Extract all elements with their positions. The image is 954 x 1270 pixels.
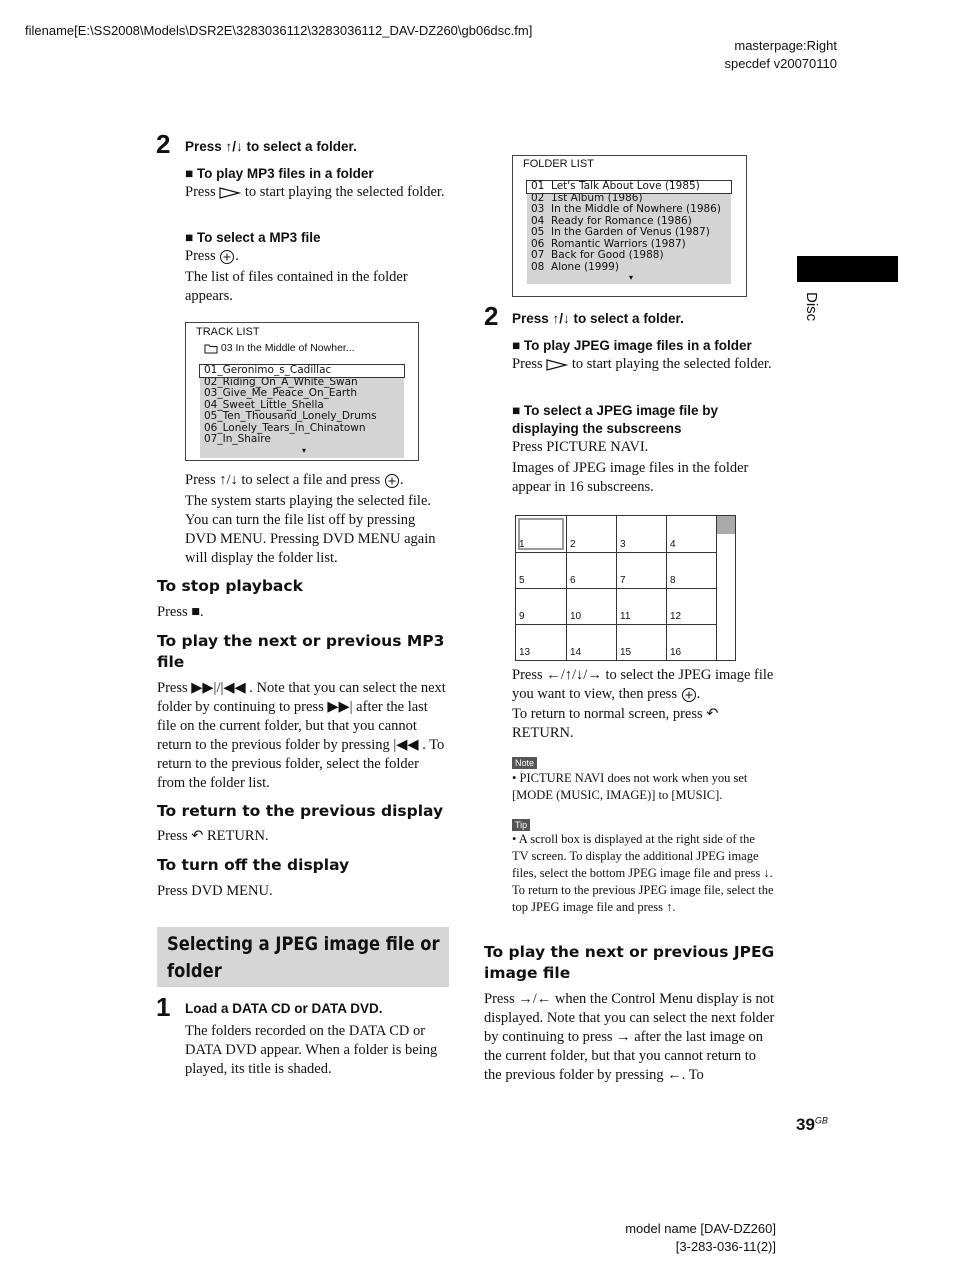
paragraph-return: Press ↶ RETURN. (157, 828, 269, 844)
folder-list-screen (512, 155, 747, 297)
enter-button-icon (681, 687, 697, 703)
step-text: Press ↑/↓ to select a folder. (512, 311, 684, 326)
heading-next-jpeg: To play the next or previous JPEG image file (484, 943, 775, 982)
paragraph-load-disc: The folders recorded on the DATA CD or DATA DVD appear. When a folder is being played, its title is shaded. (185, 1023, 438, 1077)
track-list-screen (185, 322, 419, 461)
play-icon (219, 187, 241, 199)
enter-button-icon (384, 473, 400, 489)
track-item[interactable]: 04_Sweet_Little_Shella (204, 398, 324, 411)
note-badge: Note (512, 757, 537, 769)
footer-code: [3-283-036-11(2)] (675, 1239, 776, 1254)
masterpage-label: masterpage:Right (734, 38, 837, 53)
heading-stop-playback: To stop playback (157, 577, 303, 595)
page-suffix: GB (814, 1115, 828, 1126)
subscreen-cell[interactable]: 14 (567, 625, 617, 660)
folder-item[interactable]: 06 Romantic Warriors (1987) (531, 237, 686, 250)
track-item[interactable]: 02_Riding_On_A_White_Swan (204, 375, 358, 388)
subscreen-cell[interactable]: 3 (617, 516, 667, 553)
paragraph-select-file: Press ↑/↓ to select a file and press . (185, 472, 404, 488)
subheading-jpeg-folder: ■ To play JPEG image files in a folder (512, 338, 752, 353)
side-tab-bar (797, 256, 898, 282)
heading-return: To return to the previous display (157, 802, 444, 820)
track-item[interactable]: 07_In_Shaire (204, 433, 271, 445)
paragraph-file-list: The list of files contained in the folder appears. (185, 269, 408, 304)
subheading-mp3-file: ■ To select a MP3 file (185, 230, 321, 245)
folder-item[interactable]: 03 In the Middle of Nowhere (1986) (531, 203, 721, 215)
step-text: Press ↑/↓ to select a folder. (185, 139, 357, 154)
page-number: $39^{GB}$ (796, 1115, 828, 1134)
subscreen-cell[interactable]: 5 (516, 553, 567, 589)
enter-button-icon (219, 249, 235, 265)
paragraph-picture-navi: Press PICTURE NAVI. (512, 439, 649, 455)
current-folder: 03 In the Middle of Nowher... (204, 342, 355, 354)
subscreen-cell[interactable]: 11 (617, 589, 667, 625)
folder-item[interactable]: 08 Alone (1999) (531, 260, 619, 273)
scrollbar-track[interactable] (717, 516, 735, 660)
scroll-down-arrow: ▾ (628, 273, 633, 282)
paragraph-select-jpeg: Press ←/↑/↓/→ to select the JPEG image file you want to view, then press . (512, 667, 774, 702)
subscreen-grid (515, 515, 736, 661)
paragraph-jpeg-folder: Press to start playing the selected folder. (512, 356, 772, 372)
subscreen-cell[interactable]: 2 (567, 516, 617, 553)
section-title: Selecting a JPEG image file or folder (167, 933, 440, 982)
step-text: Load a DATA CD or DATA DVD. (185, 1001, 383, 1016)
subscreen-cell[interactable]: 13 (516, 625, 567, 660)
folder-item[interactable]: 04 Ready for Romance (1986) (531, 214, 692, 227)
paragraph-mp3-file-press: Press . (185, 248, 239, 264)
subscreen-cell[interactable]: 1 (516, 516, 567, 553)
heading-turn-off: To turn off the display (157, 856, 350, 874)
tip-text: • A scroll box is displayed at the right side of the TV screen. To display the additional JPEG image files, select the bottom JPEG image file and press ↓. To return to the previous JPEG image file, select the top JPEG image file and press ↑. (512, 832, 774, 914)
step-number: 1 (156, 992, 171, 1022)
subscreen-cell[interactable]: 9 (516, 589, 567, 625)
tip-badge: Tip (512, 819, 530, 831)
folder-list-box (527, 181, 731, 284)
subscreen-cell[interactable]: 4 (667, 516, 717, 553)
paragraph-next-mp3: Press ▶▶|/|◀◀ . Note that you can select the next folder by continuing to press ▶▶| after the last file on the current folder, but that you cannot return to the previous folder by pressing |◀◀ . To return to the previous folder, select the folder from the folder list. (157, 680, 446, 791)
subscreen-cell[interactable]: 6 (567, 553, 617, 589)
step-number: 2 (484, 301, 499, 331)
paragraph-next-jpeg: Press →/← when the Control Menu display is not displayed. Note that you can select the next folder by continuing to press → after the last image on the current folder, but that you cannot return to the previous folder by pressing ←. To (484, 991, 775, 1083)
track-item[interactable]: 06_Lonely_Tears_In_Chinatown (204, 421, 366, 434)
subscreen-cell[interactable]: 7 (617, 553, 667, 589)
note-text: • PICTURE NAVI does not work when you set [MODE (MUSIC, IMAGE)] to [MUSIC]. (512, 771, 748, 802)
subscreen-cell[interactable]: 12 (667, 589, 717, 625)
paragraph-playing-file: The system starts playing the selected file. You can turn the file list off by pressing DVD MENU. Pressing DVD MENU again will display the folder list. (185, 493, 436, 566)
scroll-down-arrow: ▾ (301, 445, 306, 455)
scroll-box[interactable] (717, 516, 735, 534)
folder-icon (204, 343, 218, 354)
subscreen-cell[interactable]: 15 (617, 625, 667, 660)
track-item[interactable]: 05_Ten_Thousand_Lonely_Drums (204, 410, 377, 422)
paragraph-turn-off: Press DVD MENU. (157, 883, 273, 899)
paragraph-mp3-folder: Press to start playing the selected folder. (185, 184, 445, 200)
folder-item[interactable]: 05 In the Garden of Venus (1987) (531, 226, 710, 238)
heading-next-mp3: To play the next or previous MP3 file (157, 632, 445, 671)
paragraph-return-normal: To return to normal screen, press ↶ RETURN. (512, 706, 719, 741)
section-heading-band (157, 927, 449, 987)
subheading-mp3-folder: ■ To play MP3 files in a folder (185, 166, 374, 181)
folder-item[interactable]: 01 Let's Talk About Love (1985) (527, 181, 731, 193)
play-icon (546, 359, 568, 371)
track-item[interactable]: 01_Geronimo_s_Cadillac (200, 365, 404, 377)
paragraph-stop: Press ■. (157, 604, 204, 620)
folder-item[interactable]: 02 1st Album (1986) (531, 191, 643, 204)
track-list-box (200, 365, 404, 458)
folder-item[interactable]: 07 Back for Good (1988) (531, 249, 664, 261)
specdef-label: specdef v20070110 (724, 56, 837, 71)
subheading-jpeg-file: ■ To select a JPEG image file by displaying the subscreens (512, 403, 718, 436)
subscreen-cell[interactable]: 10 (567, 589, 617, 625)
footer-model: model name [DAV-DZ260] (625, 1221, 776, 1236)
filename-header: filename[E:\SS2008\Models\DSR2E\3283036112\3283036112_DAV-DZ260\gb06dsc.fm] (25, 23, 533, 38)
side-tab-label: Disc (803, 292, 820, 322)
step-number: 2 (156, 129, 171, 159)
subscreen-cell[interactable]: 8 (667, 553, 717, 589)
track-item[interactable]: 03_Give_Me_Peace_On_Earth (204, 387, 358, 399)
folder-list-title: FOLDER LIST (523, 158, 594, 170)
track-list-title: TRACK LIST (196, 326, 260, 338)
paragraph-subscreens: Images of JPEG image files in the folder appear in 16 subscreens. (512, 460, 749, 495)
subscreen-cell[interactable]: 16 (667, 625, 717, 660)
